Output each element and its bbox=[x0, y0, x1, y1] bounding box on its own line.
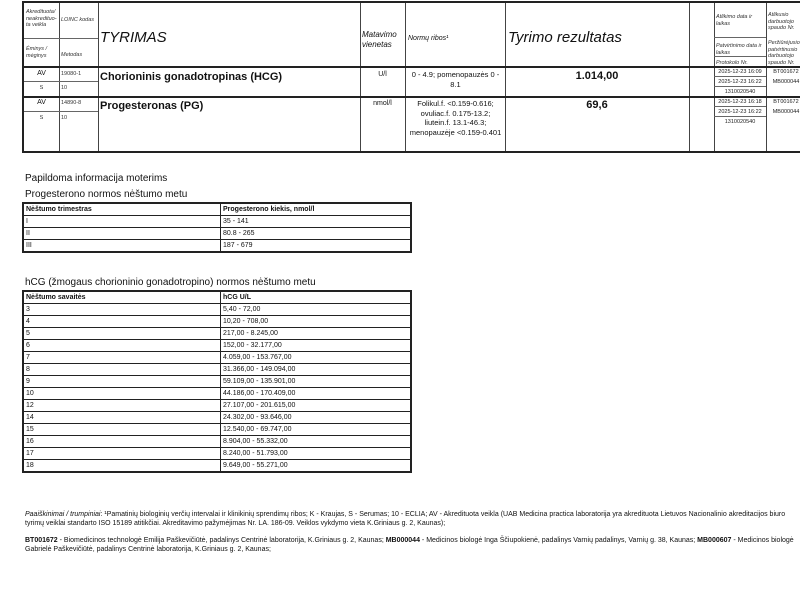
loinc-value: 14890-8 bbox=[61, 100, 82, 106]
table-row bbox=[23, 388, 411, 400]
staff-desc: - Biomedicinos technologė Emilija Paškevičiūtė, padalinys Centrinė laboratorija, K.Griniaus g. 2, Kaunas; bbox=[57, 537, 386, 544]
row-value-cell: 27.107,00 - 201.615,00 bbox=[221, 400, 412, 412]
performer-stamp: BT001672 bbox=[773, 69, 799, 75]
row-value-cell: 80.8 - 265 bbox=[221, 228, 412, 240]
row-label-cell: 12 bbox=[23, 400, 221, 412]
row-value-cell: 8.240,00 - 51.793,00 bbox=[221, 448, 412, 460]
header-approve-date: Patvirtinimo data ir laikas bbox=[716, 43, 762, 56]
row-label-cell: 8 bbox=[23, 364, 221, 376]
table-row bbox=[23, 316, 411, 328]
hcg-table-title: hCG (žmogaus chorioninio gonadotropino) normos nėštumo metu bbox=[25, 277, 316, 288]
result-value: 69,6 bbox=[586, 99, 608, 111]
row-label-cell: 10 bbox=[23, 388, 221, 400]
reviewer-stamp: MB000044 bbox=[772, 79, 800, 85]
accredited-value: AV bbox=[37, 70, 46, 77]
header-norms: Normų ribos¹ bbox=[408, 35, 449, 42]
sample-value: S bbox=[39, 85, 44, 91]
table-row bbox=[23, 352, 411, 364]
table-row bbox=[23, 424, 411, 436]
test-name: Chorioninis gonadotropinas (HCG) bbox=[100, 71, 283, 83]
header-method: Metodas bbox=[61, 52, 83, 58]
column-header: Progesterono kiekis, nmol/l bbox=[221, 203, 412, 216]
protocol-number: 1310020540 bbox=[724, 119, 756, 125]
table-row bbox=[23, 436, 411, 448]
row-label-cell: 3 bbox=[23, 304, 221, 316]
unit-value: nmol/l bbox=[373, 100, 392, 107]
row-label-cell: II bbox=[23, 228, 221, 240]
header-sample: Ėminys / mėginys bbox=[26, 46, 48, 59]
header-unit: Matavimo vienetas bbox=[362, 30, 397, 49]
row-label-cell: 18 bbox=[23, 460, 221, 473]
progesterone-table-title: Progesterono normos nėštumo metu bbox=[25, 189, 188, 200]
row-value-cell: 44.186,00 - 170.409,00 bbox=[221, 388, 412, 400]
norm-range: Folikul.f. <0.159-0.616; ovuliac.f. 0.175-13.2; liutein.f. 13.1-46.3; menopauzėje <0.159-0.401 bbox=[409, 99, 502, 137]
row-label-cell: 4 bbox=[23, 316, 221, 328]
header-reviewer-stamp: Peržiūrėjusio patvirtinusio darbuotojo spaudo Nr. bbox=[768, 40, 800, 66]
progesterone-table bbox=[22, 202, 412, 253]
unit-value: U/l bbox=[378, 71, 387, 78]
row-value-cell: 9.649,00 - 55.271,00 bbox=[221, 460, 412, 473]
row-label-cell: 6 bbox=[23, 340, 221, 352]
row-label-cell: 14 bbox=[23, 412, 221, 424]
row-label-cell: 7 bbox=[23, 352, 221, 364]
extra-info-title: Papildoma informacija moterims bbox=[25, 173, 168, 184]
protocol-number: 1310020540 bbox=[724, 89, 756, 95]
row-value-cell: 10,20 - 708,00 bbox=[221, 316, 412, 328]
accredited-value: AV bbox=[37, 99, 46, 106]
row-label-cell: 5 bbox=[23, 328, 221, 340]
row-value-cell: 187 - 679 bbox=[221, 240, 412, 253]
staff-code: BT001672 bbox=[25, 537, 58, 544]
row-value-cell: 31.366,00 - 149.094,00 bbox=[221, 364, 412, 376]
result-value: 1.014,00 bbox=[575, 70, 619, 82]
row-value-cell: 35 - 141 bbox=[221, 216, 412, 228]
approve-date: 2025-12-23 16:22 bbox=[718, 109, 762, 115]
column-header: Nėštumo trimestras bbox=[23, 203, 221, 216]
header-exec-date: Atlikimo data ir laikas bbox=[716, 14, 753, 27]
row-label-cell: 16 bbox=[23, 436, 221, 448]
sample-value: S bbox=[39, 115, 44, 121]
table-row bbox=[23, 340, 411, 352]
staff-list bbox=[25, 536, 795, 554]
row-label-cell: 17 bbox=[23, 448, 221, 460]
footnote-explanations bbox=[25, 510, 795, 528]
row-label-cell: I bbox=[23, 216, 221, 228]
table-row bbox=[23, 240, 411, 253]
table-row bbox=[23, 412, 411, 424]
row-value-cell: 5,40 - 72,00 bbox=[221, 304, 412, 316]
hcg-table bbox=[22, 290, 412, 473]
staff-desc: - Medicinos biologė Inga Ščiupokienė, padalinys Varnių padalinys, Varnių g. 38, Kaunas; bbox=[419, 537, 698, 544]
header-accredited: Akredituota/ neakredituo-ta veikla bbox=[26, 9, 57, 28]
test-name: Progesteronas (PG) bbox=[100, 100, 204, 112]
table-header-row bbox=[23, 291, 411, 304]
table-row bbox=[23, 328, 411, 340]
norm-range: 0 - 4.9; pomenopauzės 0 - 8.1 bbox=[411, 70, 500, 89]
table-row bbox=[23, 376, 411, 388]
staff-desc: - Medicinos biologė Gabrielė Paškevičiūtė, padalinys Centrinė laboratorija, K.Griniaus g. 2, Kaunas; bbox=[25, 537, 794, 553]
method-value: 10 bbox=[61, 85, 68, 91]
row-value-cell: 4.059,00 - 153.767,00 bbox=[221, 352, 412, 364]
exec-date: 2025-12-23 16:18 bbox=[718, 99, 762, 105]
header-test: TYRIMAS bbox=[100, 29, 167, 46]
row-value-cell: 217,00 - 8.245,00 bbox=[221, 328, 412, 340]
row-value-cell: 24.302,00 - 93.646,00 bbox=[221, 412, 412, 424]
method-value: 10 bbox=[61, 115, 68, 121]
table-header-row bbox=[23, 203, 411, 216]
loinc-value: 19080-1 bbox=[61, 71, 82, 77]
footnote-text: : ¹Pamatinių biologinių verčių intervalai ir klinikinių sprendimų ribos; K - Kraujas, S - Serumas; 10 - ECLIA; AV - Akredituota veikla (UAB Medicina practica laboratorija yra akredituota Lietuvos Nacionalinio akreditacijos biuro tyrimų veiklai standarto ISO 15189 atitikčiai. Akreditavimo pažymėjimas Nr. LA. 186-09. Veiklos vykdymo vieta K.Griniaus g. 2, Kaunas); bbox=[25, 511, 786, 527]
row-value-cell: 59.109,00 - 135.901,00 bbox=[221, 376, 412, 388]
row-label-cell: III bbox=[23, 240, 221, 253]
table-row bbox=[23, 364, 411, 376]
performer-stamp: BT001672 bbox=[773, 99, 799, 105]
row-value-cell: 152,00 - 32.177,00 bbox=[221, 340, 412, 352]
reviewer-stamp: MB000044 bbox=[772, 109, 800, 115]
column-header: Nėštumo savaitės bbox=[23, 291, 221, 304]
column-header: hCG U/L bbox=[221, 291, 412, 304]
footnote-label: Paaiškinimai / trumpiniai bbox=[25, 511, 101, 518]
exec-date: 2025-12-23 16:09 bbox=[718, 69, 762, 75]
staff-code: MB000044 bbox=[385, 537, 420, 544]
header-protocol: Protokolo Nr. bbox=[716, 60, 748, 66]
row-value-cell: 8.904,00 - 55.332,00 bbox=[221, 436, 412, 448]
row-label-cell: 15 bbox=[23, 424, 221, 436]
staff-code: MB000607 bbox=[697, 537, 732, 544]
table-row bbox=[23, 448, 411, 460]
table-row bbox=[23, 228, 411, 240]
table-row bbox=[23, 400, 411, 412]
header-result: Tyrimo rezultatas bbox=[508, 29, 622, 46]
row-value-cell: 12.540,00 - 69.747,00 bbox=[221, 424, 412, 436]
table-row bbox=[23, 460, 411, 473]
table-row bbox=[23, 304, 411, 316]
approve-date: 2025-12-23 16:22 bbox=[718, 79, 762, 85]
header-loinc: LOINC kodas bbox=[61, 17, 95, 23]
results-table bbox=[22, 1, 800, 153]
header-performer-stamp: Atlikusio darbuotojo spaudo Nr. bbox=[768, 12, 795, 31]
row-label-cell: 9 bbox=[23, 376, 221, 388]
table-row bbox=[23, 216, 411, 228]
